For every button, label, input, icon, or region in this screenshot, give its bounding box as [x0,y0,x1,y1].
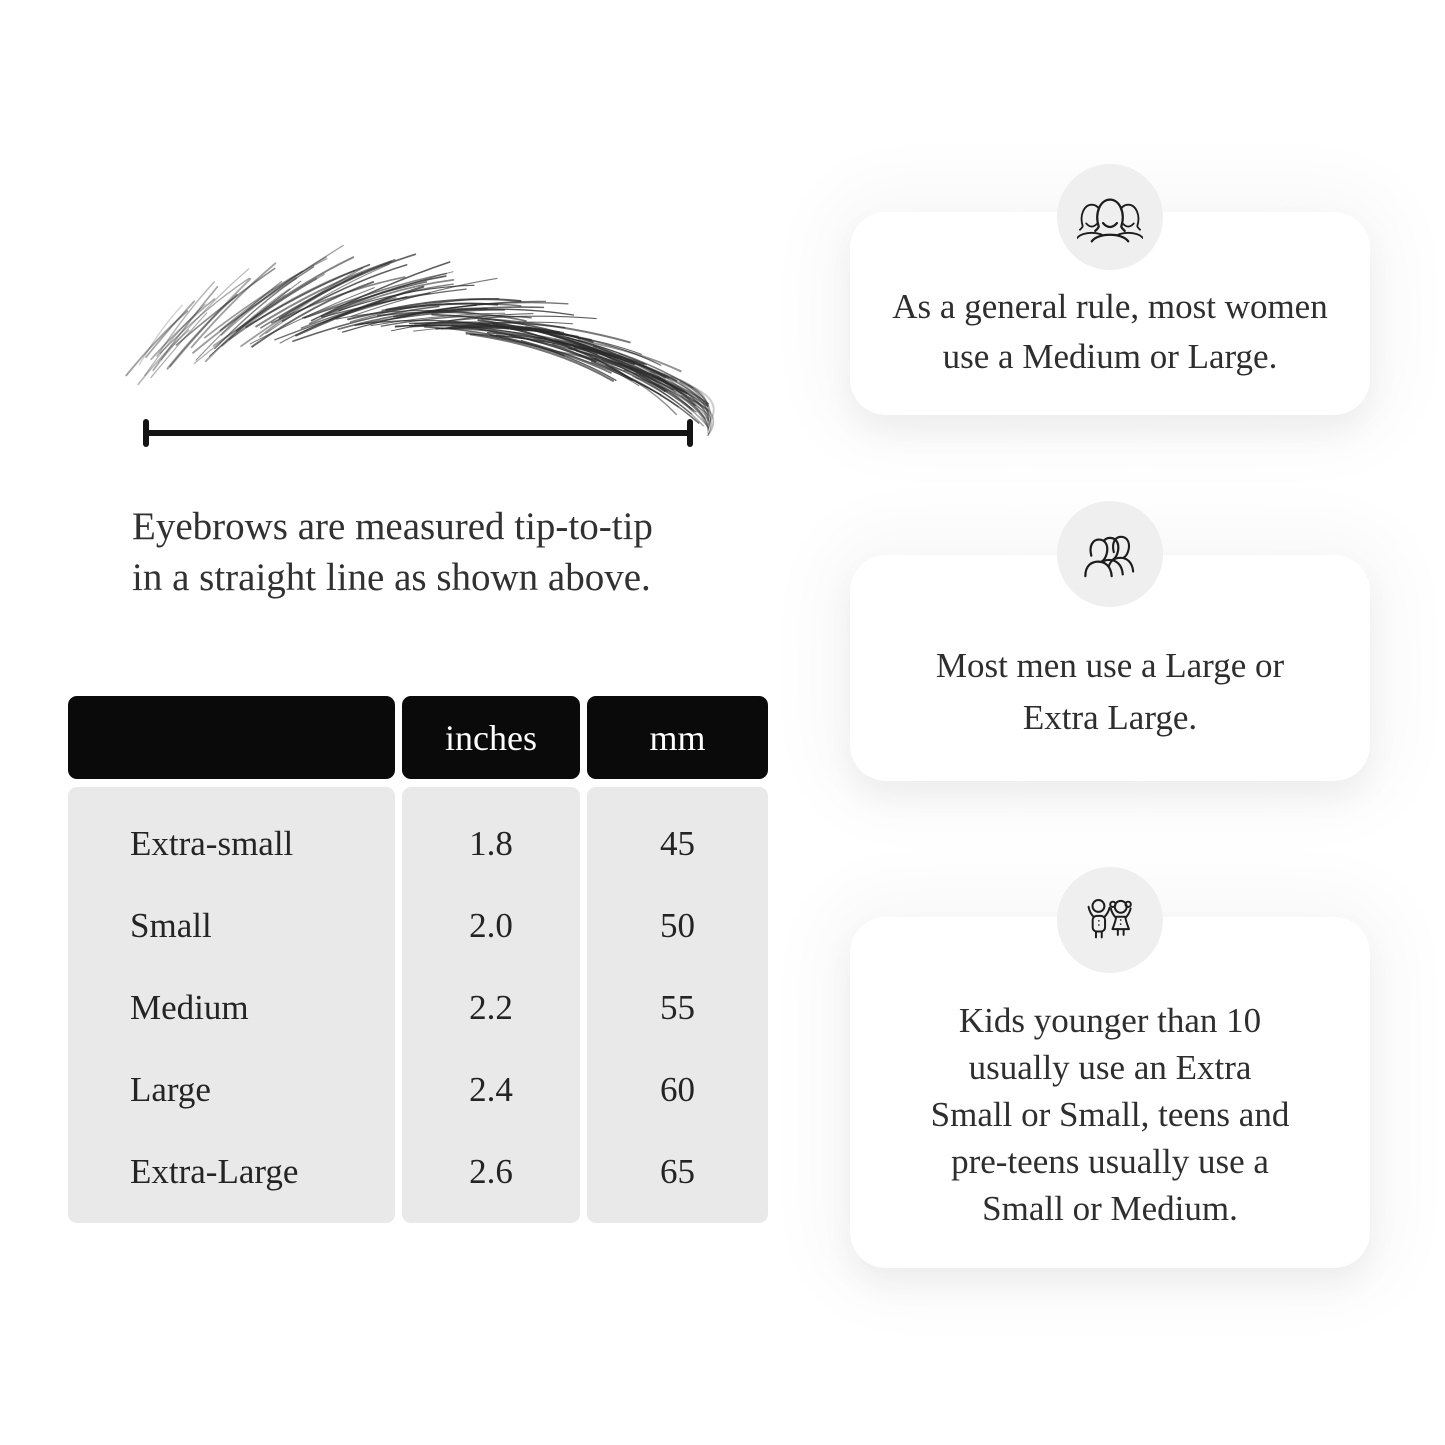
inches-value: 2.2 [469,988,513,1027]
mm-value: 45 [660,824,695,863]
kids-icon [1057,867,1163,973]
mm-value: 65 [660,1152,695,1191]
inches-value: 2.6 [469,1152,513,1191]
size-table [68,696,768,1223]
size-label: Extra-small [130,824,294,863]
size-table-body [68,787,768,1223]
size-label: Large [130,1070,211,1109]
mm-column [587,787,768,1223]
eyebrow-illustration [100,228,720,413]
size-table-header [68,696,768,779]
header-cell-blank [68,696,395,779]
card-line: Extra Large. [1022,698,1198,737]
card-line: Most men use a Large or [935,646,1285,685]
card-line: Kids younger than 10 [958,1001,1262,1040]
inches-column [402,787,580,1223]
size-label: Medium [130,988,249,1027]
inches-value: 2.4 [469,1070,513,1109]
card-line: As a general rule, most women [892,287,1328,326]
measurement-line [143,419,693,447]
header-cell-inches: inches [402,696,580,779]
header-cell-mm: mm [587,696,768,779]
card-line: Small or Medium. [982,1189,1238,1228]
card-line: usually use an Extra [968,1048,1252,1087]
inches-value: 2.0 [469,906,513,945]
card-line: pre-teens usually use a [951,1142,1269,1181]
mm-value: 50 [660,906,695,945]
measurement-bar [145,430,691,436]
men-group-icon [1057,501,1163,607]
card-line: use a Medium or Large. [942,337,1278,376]
women-group-icon [1057,164,1163,270]
caption-line-2: in a straight line as shown above. [132,556,651,599]
caption-line-1: Eyebrows are measured tip-to-tip [132,505,653,548]
size-label: Small [130,906,212,945]
size-label: Extra-Large [130,1152,299,1191]
measurement-end-cap-right [687,419,693,447]
measurement-caption [132,501,653,603]
mm-value: 60 [660,1070,695,1109]
mm-value: 55 [660,988,695,1027]
size-label-column [68,787,395,1223]
inches-value: 1.8 [469,824,513,863]
card-line: Small or Small, teens and [930,1095,1290,1134]
